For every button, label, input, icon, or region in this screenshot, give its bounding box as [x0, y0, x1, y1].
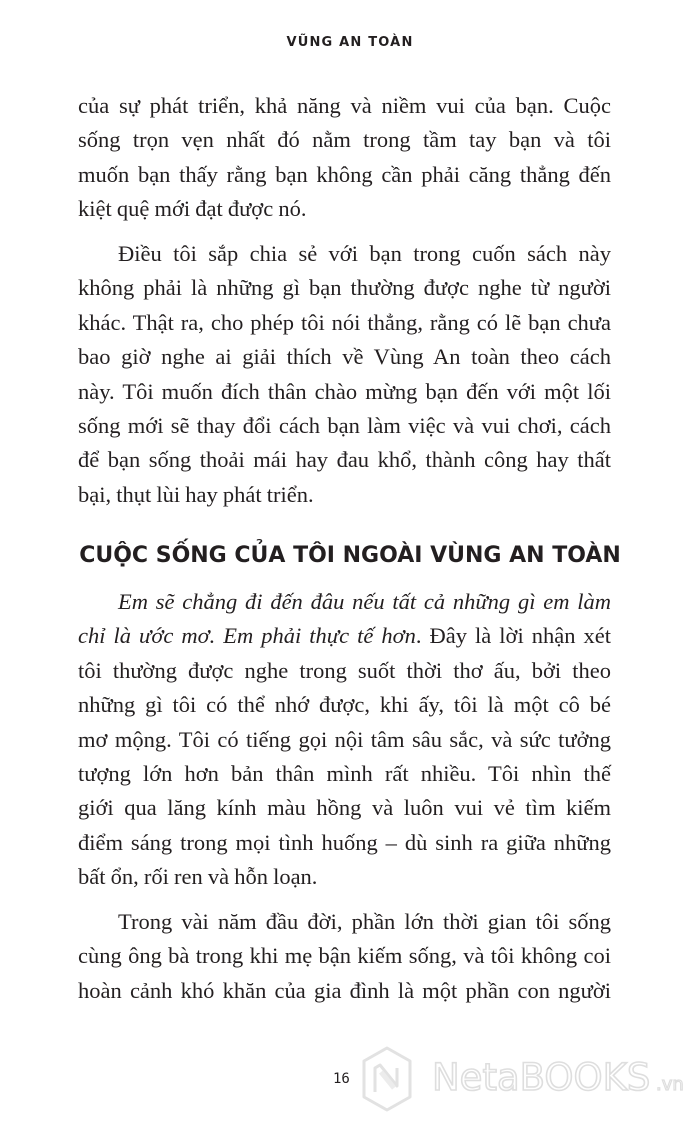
paragraph-4 — [78, 905, 611, 1008]
text-line: hoàn cảnh khó khăn của gia đình là một phần con người — [78, 977, 611, 1003]
text-line: kiệt quệ mới đạt được nó. — [78, 196, 307, 222]
text-line: bại, thụt lùi hay phát triển. — [78, 481, 314, 507]
text-line: muốn bạn thấy rằng bạn không cần phải căng thẳng đến — [78, 161, 611, 187]
text-line: Điều tôi sắp chia sẻ với bạn trong cuốn sách này — [118, 241, 611, 266]
text-line: những gì tôi có thể nhớ được, khi ấy, tôi là một cô bé — [78, 692, 611, 718]
netabooks-logo-icon — [360, 1044, 695, 1114]
remark-text: . Đây là lời nhận xét — [415, 623, 611, 649]
text-line: của sự phát triển, khả năng và niềm vui của bạn. Cuộc — [78, 93, 611, 118]
mixed-line — [78, 619, 611, 653]
text-line: khác. Thật ra, cho phép tôi nói thẳng, rằng có lẽ bạn chưa — [78, 309, 611, 335]
text-line: điểm sáng trong mọi tình huống – dù sinh ra giữa những — [78, 829, 611, 855]
netabooks-watermark — [360, 1044, 695, 1114]
text-line: Trong vài năm đầu đời, phần lớn thời gian tôi sống — [118, 909, 611, 934]
running-header: VŨNG AN TOÀN — [286, 35, 414, 50]
text-line: mơ mộng. Tôi có tiếng gọi nội tâm sâu sắc, và sức tưởng — [78, 726, 611, 752]
text-line: bất ổn, rối ren và hỗn loạn. — [78, 864, 318, 890]
paragraph-3 — [78, 585, 611, 895]
text-line: tôi thường được nghe trong suốt thời thơ ấu, bởi theo — [78, 657, 611, 683]
text-line: này. Tôi muốn đích thân chào mừng bạn đến với một lối — [78, 378, 611, 404]
quote-line: Em sẽ chẳng đi đến đâu nếu tất cả những gì em làm — [118, 589, 611, 614]
text-line: giới qua lăng kính màu hồng và luôn vui vẻ tìm kiếm — [78, 795, 611, 821]
watermark-brand: NetaBOOKS — [432, 1056, 651, 1099]
section-heading: CUỘC SỐNG CỦA TÔI NGOÀI VÙNG AN TOÀN — [79, 543, 621, 568]
paragraph-1 — [78, 89, 611, 227]
quote-text: chỉ là ước mơ. Em phải thực tế hơn — [78, 623, 416, 649]
page-number: 16 — [333, 1071, 350, 1087]
text-line: tượng lớn hơn bản thân mình rất nhiều. Tôi nhìn thế — [78, 760, 611, 786]
text-line: sống trọn vẹn nhất đó nằm trong tầm tay bạn và tôi — [78, 127, 611, 153]
text-line: để bạn sống thoải mái hay đau khổ, thành công hay thất — [78, 447, 611, 473]
text-line: bao giờ nghe ai giải thích về Vùng An toàn theo cách — [78, 344, 611, 370]
text-line: sống mới sẽ thay đổi cách bạn làm việc và vui chơi, cách — [78, 412, 611, 438]
text-line: cùng ông bà trong khi mẹ bận kiếm sống, và tôi không coi — [78, 943, 611, 969]
paragraph-2 — [78, 237, 611, 512]
text-line: không phải là những gì bạn thường được nghe từ người — [78, 275, 611, 301]
watermark-suffix: .vn — [656, 1074, 684, 1095]
